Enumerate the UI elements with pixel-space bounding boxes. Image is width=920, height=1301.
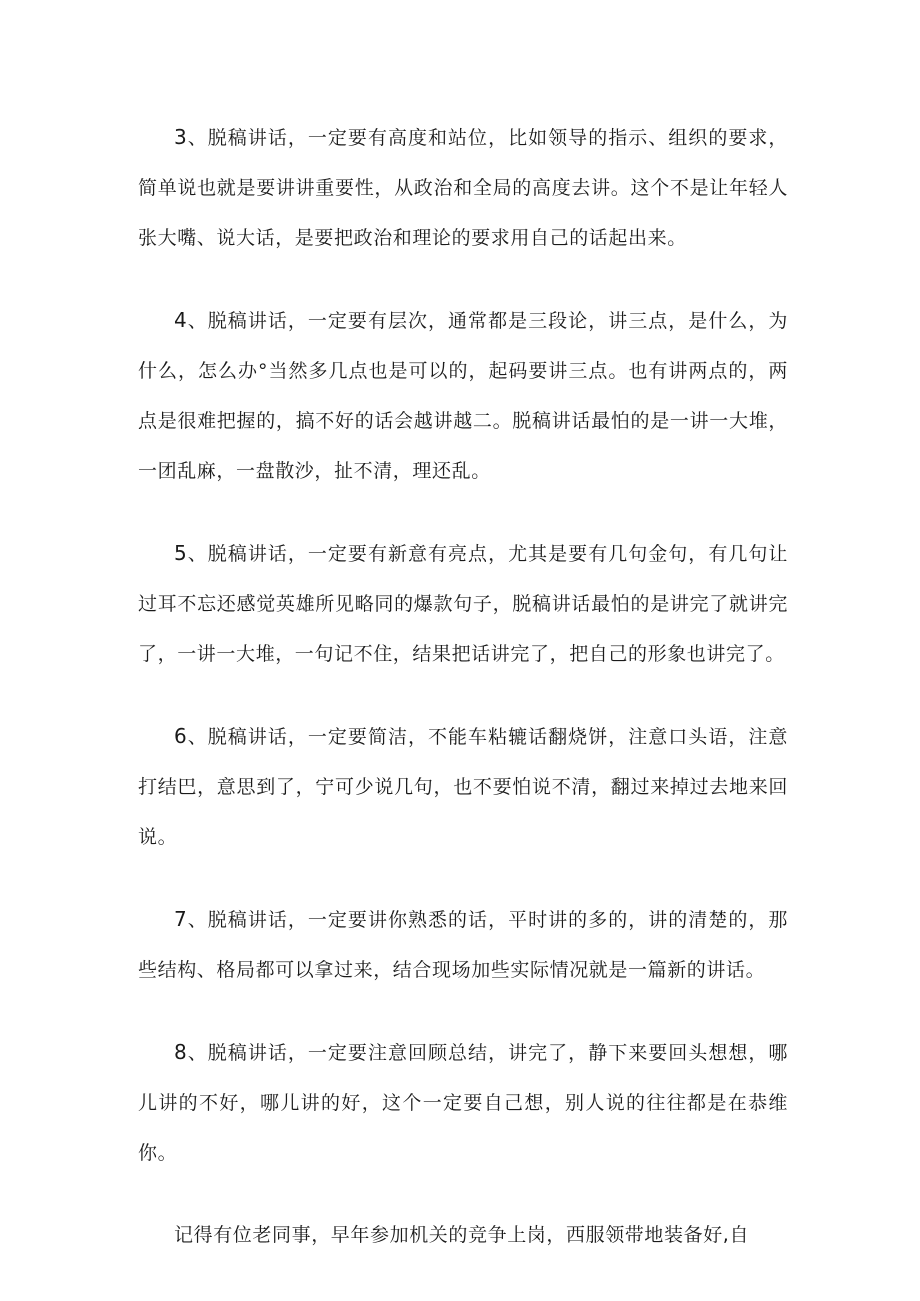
paragraph-7	[138, 894, 788, 995]
paragraph-4	[138, 295, 788, 496]
paragraph-3	[138, 112, 788, 263]
paragraph-text: 、脱稿讲话，一定要有新意有亮点，尤其是要有几句金句，有几句让过耳不忘还感觉英雄所见略同的爆款句子，脱稿讲话最怕的是讲完了就讲完了，一讲一大堆，一句记不住，结果把话讲完了，把自己的形象也讲完了。	[138, 543, 788, 665]
paragraph-text: 、脱稿讲话，一定要有层次，通常都是三段论，讲三点，是什么，为什么，怎么办°当然多几点也是可以的，起码要讲三点。也有讲两点的，两点是很难把握的，搞不好的话会越讲越二。脱稿讲话最怕的是一讲一大堆，一团乱麻，一盘散沙，扯不清，理还乱。	[138, 310, 788, 482]
paragraph-number: 4	[174, 308, 188, 332]
paragraph-text: 、脱稿讲话，一定要有高度和站位，比如领导的指示、组织的要求，简单说也就是要讲讲重要性，从政治和全局的高度去讲。这个不是让年轻人张大嘴、说大话，是要把政治和理论的要求用自己的话起出来。	[138, 127, 788, 249]
paragraph-6	[138, 711, 788, 862]
paragraph-number: 5	[174, 541, 188, 565]
paragraph-text: 、脱稿讲话，一定要注意回顾总结，讲完了，静下来要回头想想，哪儿讲的不好，哪儿讲的好，这个一定要自己想，别人说的往往都是在恭维你。	[138, 1042, 788, 1164]
paragraph-number: 3	[174, 125, 188, 149]
paragraph-text: 、脱稿讲话，一定要讲你熟悉的话，平时讲的多的，讲的清楚的，那些结构、格局都可以拿过来，结合现场加些实际情况就是一篇新的讲话。	[138, 909, 788, 981]
paragraph-number: 8	[174, 1040, 188, 1064]
paragraph-5	[138, 528, 788, 679]
document-body	[138, 112, 788, 1292]
paragraph-8	[138, 1027, 788, 1178]
closing-paragraph: 记得有位老同事，早年参加机关的竞争上岗，西服领带地装备好,自	[174, 1224, 750, 1246]
paragraph-number: 7	[174, 907, 188, 931]
paragraph-text: 、脱稿讲话，一定要简洁，不能车粘辘话翻烧饼，注意口头语，注意打结巴，意思到了，宁可少说几句，也不要怕说不清，翻过来掉过去地来回说。	[138, 726, 788, 848]
paragraph-number: 6	[174, 724, 188, 748]
